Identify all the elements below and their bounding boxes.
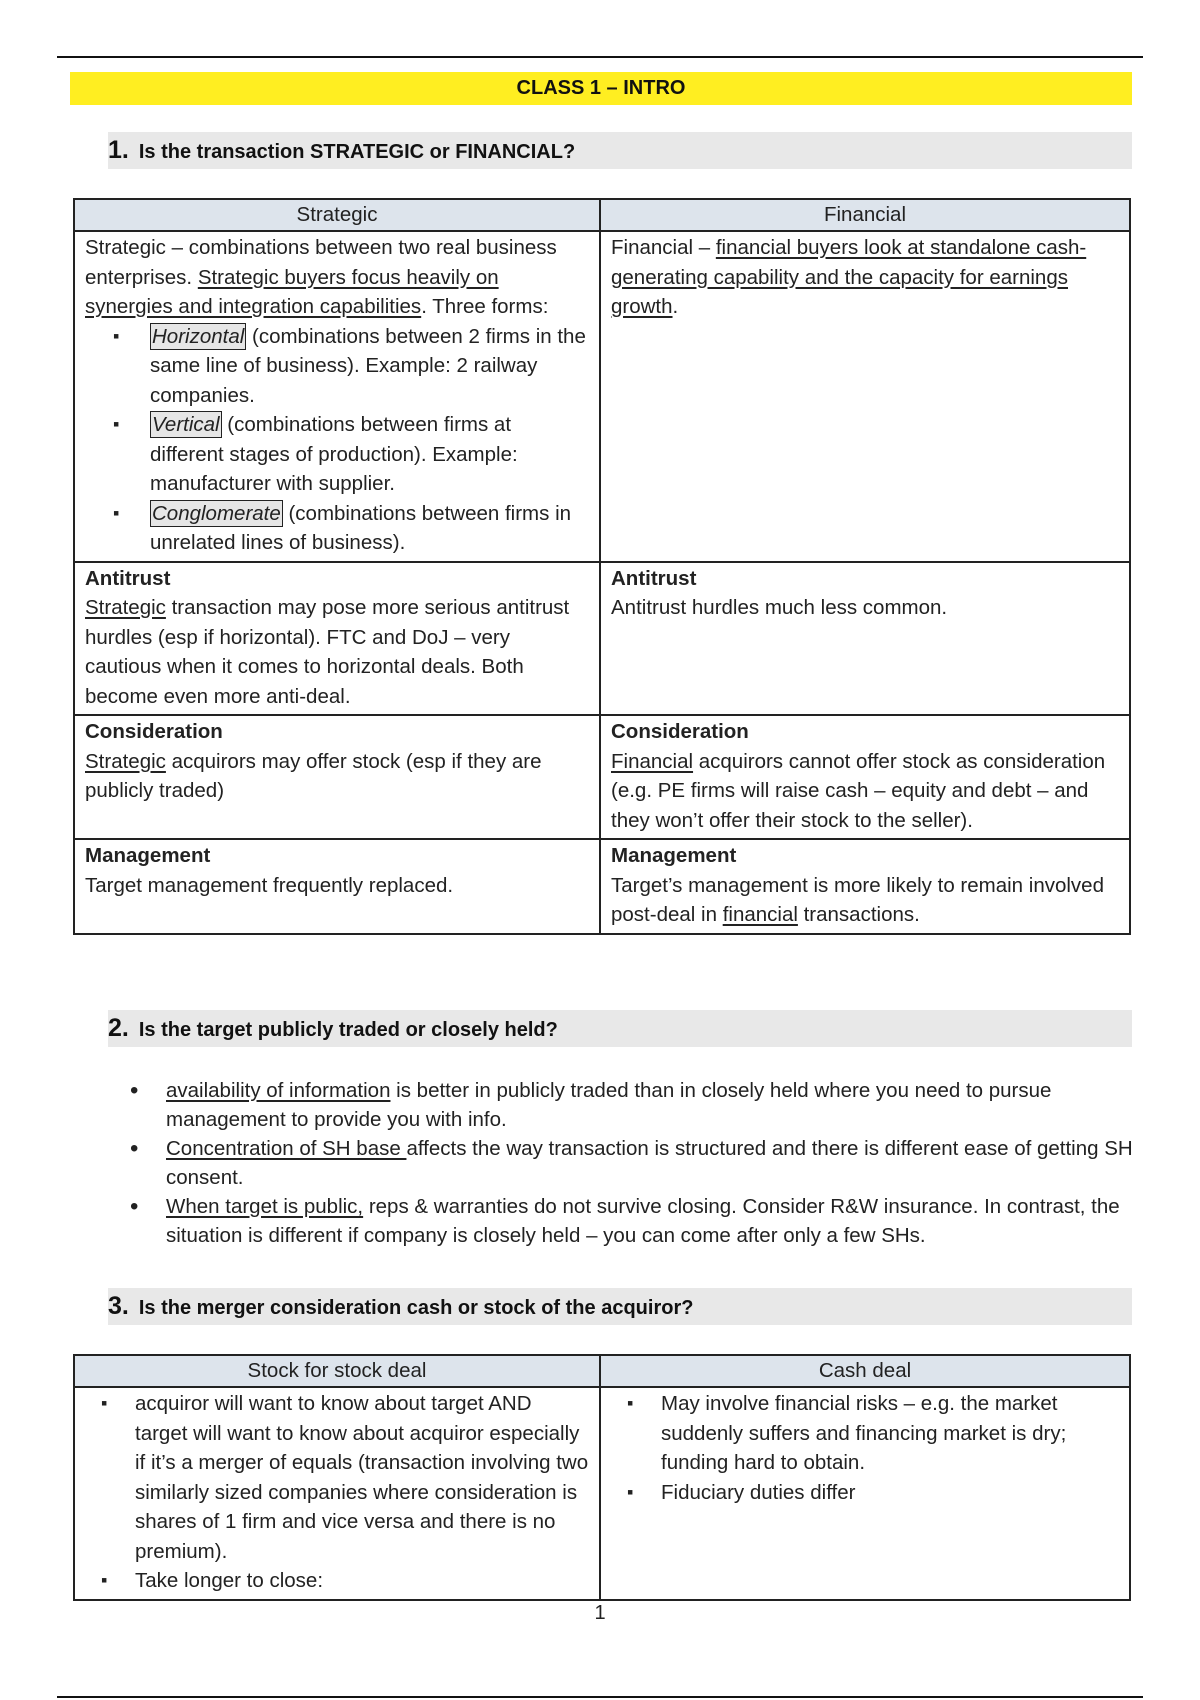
financial-management-text: Target’s management is more likely to remain involved post-deal in — [611, 873, 1104, 926]
stock-deal-cell — [74, 1387, 600, 1600]
strategic-term: Strategic — [85, 596, 166, 619]
strategic-intro-underlined: Strategic buyers focus heavily on synergies and integration capabilities — [85, 265, 499, 318]
consideration-heading: Consideration — [85, 720, 223, 743]
page-number: 1 — [594, 1602, 606, 1624]
management-heading: Management — [85, 844, 211, 867]
financial-management-cell — [600, 839, 1130, 934]
list-item — [108, 1076, 1138, 1134]
bullet-key-phrase: When target is public, — [166, 1195, 364, 1218]
list-item: ▪ Take longer to close: — [85, 1566, 589, 1596]
antitrust-heading: Antitrust — [611, 566, 697, 590]
section-2-title: Is the target publicly traded or closely held? — [138, 1019, 558, 1041]
strategic-consideration-cell — [74, 715, 600, 839]
col-header-financial: Financial — [600, 199, 1130, 231]
class-title-banner: CLASS 1 – INTRO — [70, 72, 1132, 105]
antitrust-heading: Antitrust — [85, 566, 171, 590]
strategic-antitrust-text: transaction may pose more serious antitrust hurdles (esp if horizontal). FTC and DoJ – very cautious when it comes to horizontal deals. Both become even more anti-deal. — [85, 596, 570, 708]
stock-deal-list — [85, 1389, 589, 1596]
financial-antitrust-text: Antitrust hurdles much less common. — [611, 596, 948, 619]
col-header-cash: Cash deal — [600, 1355, 1130, 1387]
form-term: Horizontal — [152, 324, 245, 348]
table-row-management — [74, 839, 1130, 934]
financial-consideration-text: acquirors cannot offer stock as consideration (e.g. PE firms will raise cash – equity and debt – and they won’t offer their stock to the seller). — [611, 749, 1106, 832]
financial-intro-underlined: financial buyers look at standalone cash-generating capability and the capacity for earnings growth — [611, 236, 1087, 318]
section-3-heading — [108, 1288, 1132, 1325]
strategic-intro-text: Strategic – combinations between two real business enterprises. — [85, 236, 557, 289]
management-heading: Management — [611, 844, 737, 867]
strategic-definition-cell — [74, 231, 600, 562]
top-rule — [57, 56, 1143, 58]
section-1-number: 1. — [108, 136, 129, 164]
col-header-strategic: Strategic — [74, 199, 600, 231]
strategic-antitrust-cell — [74, 562, 600, 716]
list-item: ▪ Fiduciary duties differ — [611, 1478, 1119, 1508]
bullet-text: is better in publicly traded than in closely held where you need to pursue management to provide you with info. — [166, 1079, 1052, 1131]
cash-deal-cell — [600, 1387, 1130, 1600]
col-header-stock: Stock for stock deal — [74, 1355, 600, 1387]
list-item — [85, 410, 589, 499]
section-2-bullet-list — [108, 1076, 1138, 1250]
financial-antitrust-cell — [600, 562, 1130, 716]
table-header-row — [74, 199, 1130, 231]
stock-cash-table — [73, 1354, 1131, 1601]
list-item — [85, 499, 589, 558]
strategic-forms-list — [85, 322, 589, 558]
strategic-intro-tail: . Three forms: — [421, 295, 549, 318]
list-item: ▪ May involve financial risks – e.g. the market suddenly suffers and financing market is dry; funding hard to obtain. — [611, 1389, 1119, 1478]
section-3-number: 3. — [108, 1292, 129, 1320]
table-row-consideration — [74, 715, 1130, 839]
section-1-heading — [108, 132, 1132, 169]
form-desc: (combinations between firms at different stages of production). Example: manufacturer with supplier. — [150, 413, 518, 495]
financial-consideration-cell — [600, 715, 1130, 839]
strategic-management-text: Target management frequently replaced. — [85, 873, 454, 897]
list-item — [108, 1134, 1138, 1192]
section-2-number: 2. — [108, 1014, 129, 1042]
strategic-term: Strategic — [85, 749, 166, 773]
section-2-heading — [108, 1010, 1132, 1047]
consideration-heading: Consideration — [611, 720, 749, 743]
bullet-key-phrase: availability of information — [166, 1079, 391, 1102]
list-item — [85, 322, 589, 411]
financial-intro-tail: . — [672, 295, 679, 318]
cash-deal-list — [611, 1389, 1119, 1507]
financial-intro-text: Financial – — [611, 236, 716, 259]
list-item: ▪ acquiror will want to know about target AND target will want to know about acquiror especially if it’s a merger of equals (transaction involving two similarly sized companies where consideration is shares of 1 firm and vice versa and there is no premium). — [85, 1389, 589, 1566]
table-header-row — [74, 1355, 1130, 1387]
bottom-rule — [57, 1696, 1143, 1698]
financial-management-tail: transactions. — [797, 903, 920, 926]
form-term: Conglomerate — [152, 501, 281, 525]
financial-definition-cell — [600, 231, 1130, 562]
strategic-management-cell — [74, 839, 600, 934]
form-desc: (combinations between firms in unrelated lines of business). — [150, 501, 572, 554]
form-term: Vertical — [152, 413, 220, 436]
bullet-key-phrase: Concentration of SH base — [166, 1137, 407, 1160]
section-3-title: Is the merger consideration cash or stock of the acquiror? — [138, 1297, 694, 1319]
strategic-consideration-text: acquirors may offer stock (esp if they are publicly traded) — [85, 749, 542, 802]
table-row-definition — [74, 231, 1130, 562]
bullet-text: reps & warranties do not survive closing. Consider R&W insurance. In contrast, the situation is different if company is closely held – you can come after only a few SHs. — [166, 1195, 1120, 1247]
form-desc: (combinations between 2 firms in the same line of business). Example: 2 railway companies. — [150, 324, 586, 407]
table-row-antitrust — [74, 562, 1130, 716]
financial-term: Financial — [611, 749, 694, 773]
strategic-financial-table — [73, 198, 1131, 935]
bullet-text: affects the way transaction is structured and there is different ease of getting SH consent. — [166, 1137, 1133, 1189]
table-row — [74, 1387, 1130, 1600]
section-1-title: Is the transaction STRATEGIC or FINANCIAL? — [138, 141, 576, 163]
list-item — [108, 1192, 1138, 1250]
financial-term: financial — [722, 903, 798, 926]
